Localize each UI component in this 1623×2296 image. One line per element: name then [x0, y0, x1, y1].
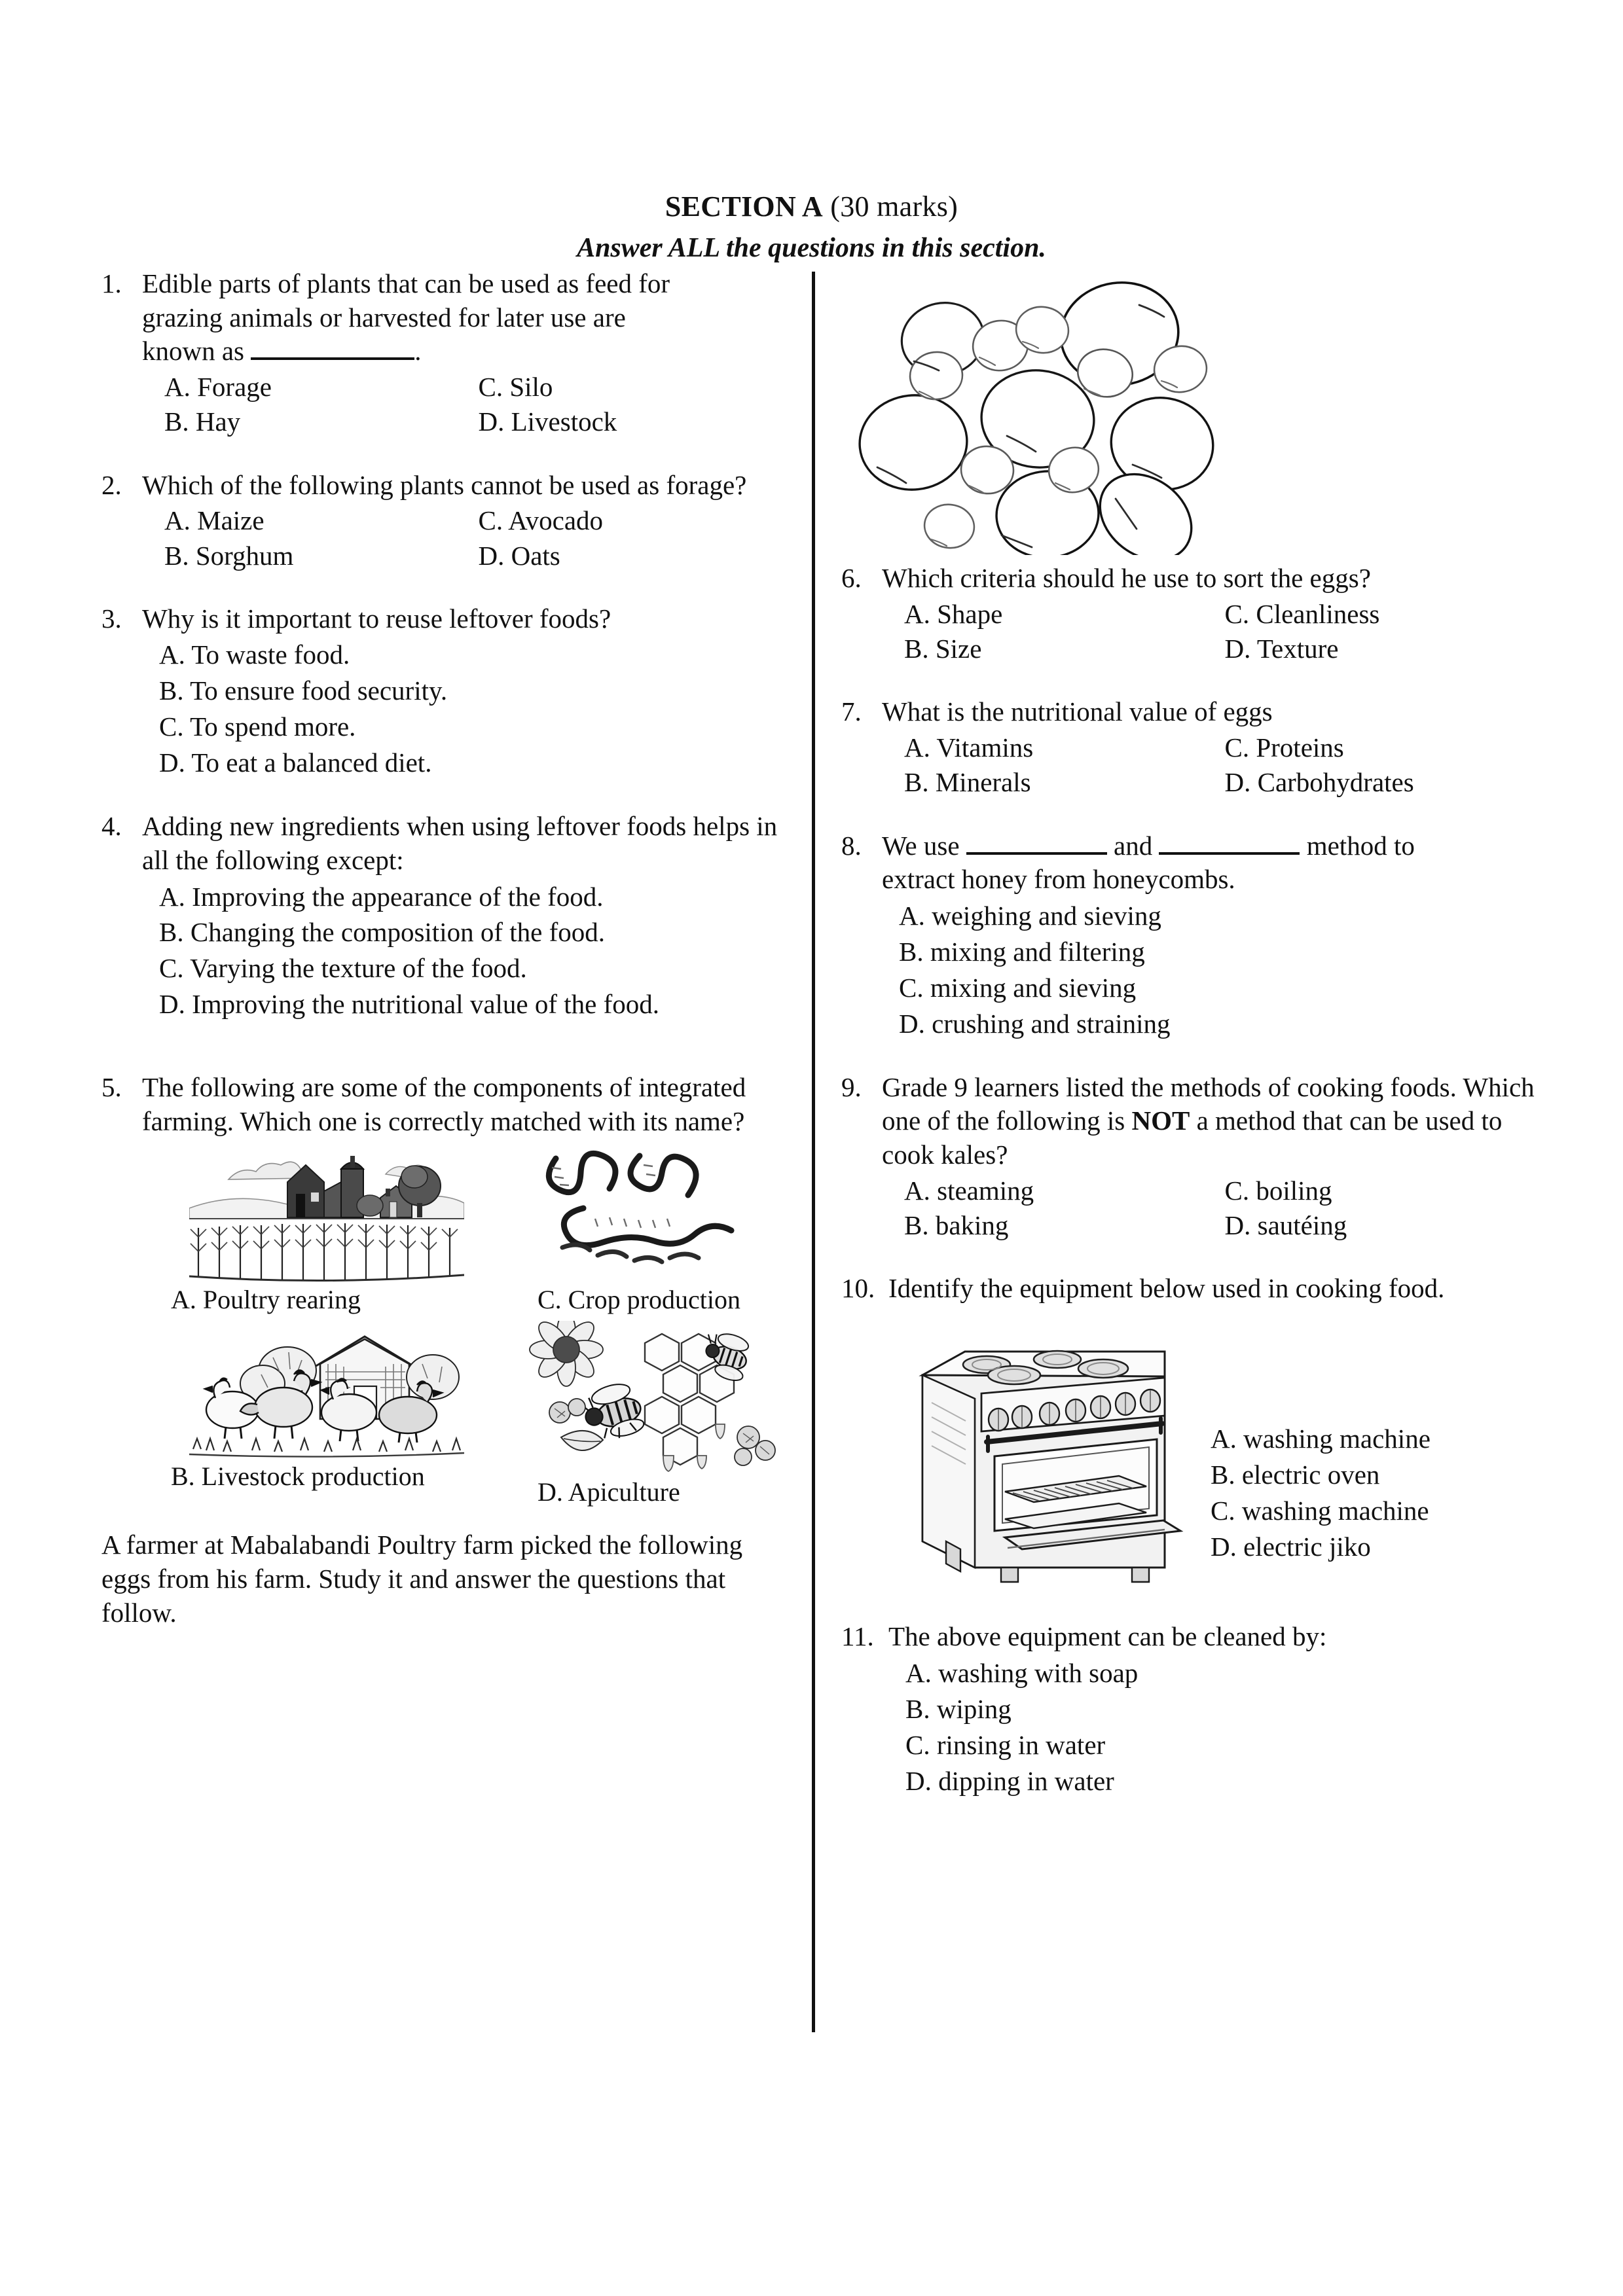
question-6-option-c[interactable]: C. Cleanliness	[1224, 598, 1380, 629]
question-7-option-b[interactable]: B. Minerals	[904, 767, 1031, 798]
question-10-figure-and-options	[888, 1311, 1545, 1594]
question-11-number: 11.	[841, 1621, 874, 1652]
question-5-option-b-label: B. Livestock production	[171, 1462, 425, 1492]
section-instruction: Answer ALL the questions in this section.	[577, 233, 1046, 263]
question-8-answer-blank-2[interactable]	[1159, 852, 1300, 855]
question-9-option-b[interactable]: B. baking	[904, 1210, 1009, 1240]
question-2-option-b[interactable]: B. Sorghum	[164, 540, 294, 571]
question-1-option-d[interactable]: D. Livestock	[478, 406, 617, 437]
question-9-option-d[interactable]: D. sautéing	[1224, 1210, 1347, 1240]
question-5-option-a-cell[interactable]	[163, 1145, 490, 1316]
question-1-option-a[interactable]: A. Forage	[164, 371, 272, 402]
question-6-number: 6.	[841, 563, 862, 593]
section-marks-label: (30 marks)	[822, 190, 958, 223]
question-11	[841, 1620, 1545, 1799]
question-9-options	[882, 1174, 1545, 1244]
question-2-options	[142, 503, 792, 573]
question-9	[841, 1071, 1545, 1244]
question-8-stem-prefix: We use	[882, 830, 960, 861]
question-6-option-d[interactable]: D. Texture	[1224, 633, 1339, 664]
question-5-picture-row-bottom	[163, 1321, 818, 1509]
question-7-option-c[interactable]: C. Proteins	[1224, 732, 1344, 762]
eggs-figure-spacer	[841, 267, 1545, 562]
question-5-option-c-label: C. Crop production	[538, 1284, 740, 1314]
question-5-option-a-label: A. Poultry rearing	[171, 1284, 361, 1314]
question-8-stem-line1	[882, 829, 1545, 863]
question-8-stem-middle: and	[1114, 830, 1153, 861]
question-10-option-c[interactable]: C. washing machine	[1211, 1495, 1429, 1526]
question-7-option-a[interactable]: A. Vitamins	[904, 732, 1034, 762]
question-7-options	[882, 730, 1545, 800]
question-1-option-b[interactable]: B. Hay	[164, 406, 241, 437]
question-11-options	[888, 1655, 1545, 1799]
question-7-number: 7.	[841, 696, 862, 727]
question-4-options	[142, 879, 792, 1023]
question-7	[841, 695, 1545, 800]
chickens-coop-icon	[163, 1321, 490, 1460]
question-2-number: 2.	[101, 469, 122, 500]
question-1-stem-prefix: known as	[142, 336, 245, 367]
question-9-stem-part1: Grade 9 learners listed the methods of cooking foods. Which one of the following is	[882, 1071, 1535, 1136]
question-1-stem-line3	[142, 334, 792, 368]
question-2-option-a[interactable]: A. Maize	[164, 505, 264, 536]
question-9-option-c[interactable]: C. boiling	[1224, 1175, 1332, 1206]
page-header	[0, 190, 1623, 264]
question-6-options	[882, 597, 1545, 667]
right-column	[841, 267, 1545, 1828]
question-8-option-d[interactable]: D. crushing and straining	[899, 1008, 1171, 1039]
question-3-option-d[interactable]: D. To eat a balanced diet.	[159, 747, 432, 778]
question-2	[101, 469, 792, 573]
section-title	[0, 190, 1623, 223]
question-5-option-d-cell[interactable]	[490, 1321, 818, 1509]
question-8-stem-line2: extract honey from honeycombs.	[882, 864, 1235, 895]
question-10	[841, 1272, 1545, 1594]
question-5-number: 5.	[101, 1072, 122, 1103]
question-11-option-a[interactable]: A. washing with soap	[905, 1658, 1139, 1689]
question-4-option-a[interactable]: A. Improving the appearance of the food.	[159, 881, 604, 912]
question-4-stem: Adding new ingredients when using leftover foods helps in all the following except:	[142, 811, 778, 875]
question-11-stem: The above equipment can be cleaned by:	[888, 1621, 1327, 1652]
question-1-option-c[interactable]: C. Silo	[478, 371, 553, 402]
question-5-stem: The following are some of the components of integrated farming. Which one is correctly matched with its name?	[142, 1072, 746, 1136]
question-10-options	[1211, 1311, 1431, 1565]
question-3-number: 3.	[101, 603, 122, 634]
question-3-option-c[interactable]: C. To spend more.	[159, 711, 356, 742]
question-8-options	[882, 898, 1545, 1042]
question-1-number: 1.	[101, 268, 122, 298]
cornfield-farm-icon	[163, 1145, 490, 1283]
egg-passage: A farmer at Mabalabandi Poultry farm picked the following eggs from his farm. Study it and answer the questions that follow.	[101, 1530, 743, 1628]
question-8-option-b[interactable]: B. mixing and filtering	[899, 936, 1145, 967]
question-9-stem-part2: a method that can be used to cook kales?	[882, 1105, 1503, 1170]
question-6	[841, 562, 1545, 666]
earthworms-icon	[490, 1145, 818, 1283]
question-10-option-b[interactable]: B. electric oven	[1211, 1459, 1380, 1490]
question-8-option-a[interactable]: A. weighing and sieving	[899, 900, 1161, 931]
question-3-option-b[interactable]: B. To ensure food security.	[159, 675, 448, 706]
electric-oven-icon	[903, 1311, 1184, 1594]
question-1-answer-blank[interactable]	[251, 357, 414, 360]
question-9-stem-emphasis: NOT	[1131, 1105, 1190, 1136]
question-8	[841, 829, 1545, 1042]
question-10-number: 10.	[841, 1273, 875, 1304]
question-3-options	[142, 637, 792, 781]
question-4-number: 4.	[101, 811, 122, 842]
section-title-label: SECTION A	[665, 190, 823, 223]
question-10-stem: Identify the equipment below used in cooking food.	[888, 1273, 1445, 1304]
question-6-option-b[interactable]: B. Size	[904, 633, 982, 664]
question-8-number: 8.	[841, 830, 862, 861]
question-8-answer-blank-1[interactable]	[966, 852, 1107, 855]
question-5-picture-grid	[163, 1145, 818, 1509]
question-11-option-d[interactable]: D. dipping in water	[905, 1765, 1114, 1796]
question-1-stem-line2: grazing animals or harvested for later use are	[142, 302, 626, 332]
bees-honeycomb-icon	[490, 1321, 818, 1475]
question-5-picture-row-top	[163, 1145, 818, 1316]
question-5-option-b-cell[interactable]	[163, 1321, 490, 1509]
question-11-option-c[interactable]: C. rinsing in water	[905, 1729, 1106, 1760]
question-9-number: 9.	[841, 1071, 862, 1102]
question-1	[101, 267, 792, 440]
question-6-stem: Which criteria should he use to sort the eggs?	[882, 563, 1371, 593]
question-5	[101, 1071, 792, 1509]
question-5-option-d-label: D. Apiculture	[538, 1477, 680, 1507]
question-1-stem-suffix: .	[414, 336, 422, 367]
question-4	[101, 810, 792, 1022]
left-column	[101, 267, 792, 1630]
question-2-option-c[interactable]: C. Avocado	[478, 505, 604, 536]
question-9-option-a[interactable]: A. steaming	[904, 1175, 1034, 1206]
question-3-stem: Why is it important to reuse leftover foods?	[142, 603, 611, 634]
question-1-stem-line1: Edible parts of plants that can be used as feed for	[142, 268, 670, 298]
question-3-option-a[interactable]: A. To waste food.	[159, 639, 350, 670]
question-6-option-a[interactable]: A. Shape	[904, 598, 1003, 629]
question-9-stem	[882, 1071, 1545, 1172]
question-5-option-c-cell[interactable]	[490, 1145, 818, 1316]
question-3	[101, 602, 792, 781]
question-2-stem: Which of the following plants cannot be used as forage?	[142, 469, 747, 500]
question-2-option-d[interactable]: D. Oats	[478, 540, 560, 571]
question-4-option-d[interactable]: D. Improving the nutritional value of the food.	[159, 989, 660, 1020]
question-8-option-c[interactable]: C. mixing and sieving	[899, 972, 1137, 1003]
question-10-option-d[interactable]: D. electric jiko	[1211, 1531, 1371, 1562]
question-1-options	[142, 370, 792, 440]
question-11-option-b[interactable]: B. wiping	[905, 1694, 1012, 1725]
question-7-stem: What is the nutritional value of eggs	[882, 696, 1273, 727]
question-8-stem-suffix: method to	[1306, 830, 1415, 861]
question-10-option-a[interactable]: A. washing machine	[1211, 1423, 1431, 1454]
question-7-option-d[interactable]: D. Carbohydrates	[1224, 767, 1414, 798]
question-4-option-b[interactable]: B. Changing the composition of the food.	[159, 917, 605, 948]
question-4-option-c[interactable]: C. Varying the texture of the food.	[159, 953, 527, 984]
